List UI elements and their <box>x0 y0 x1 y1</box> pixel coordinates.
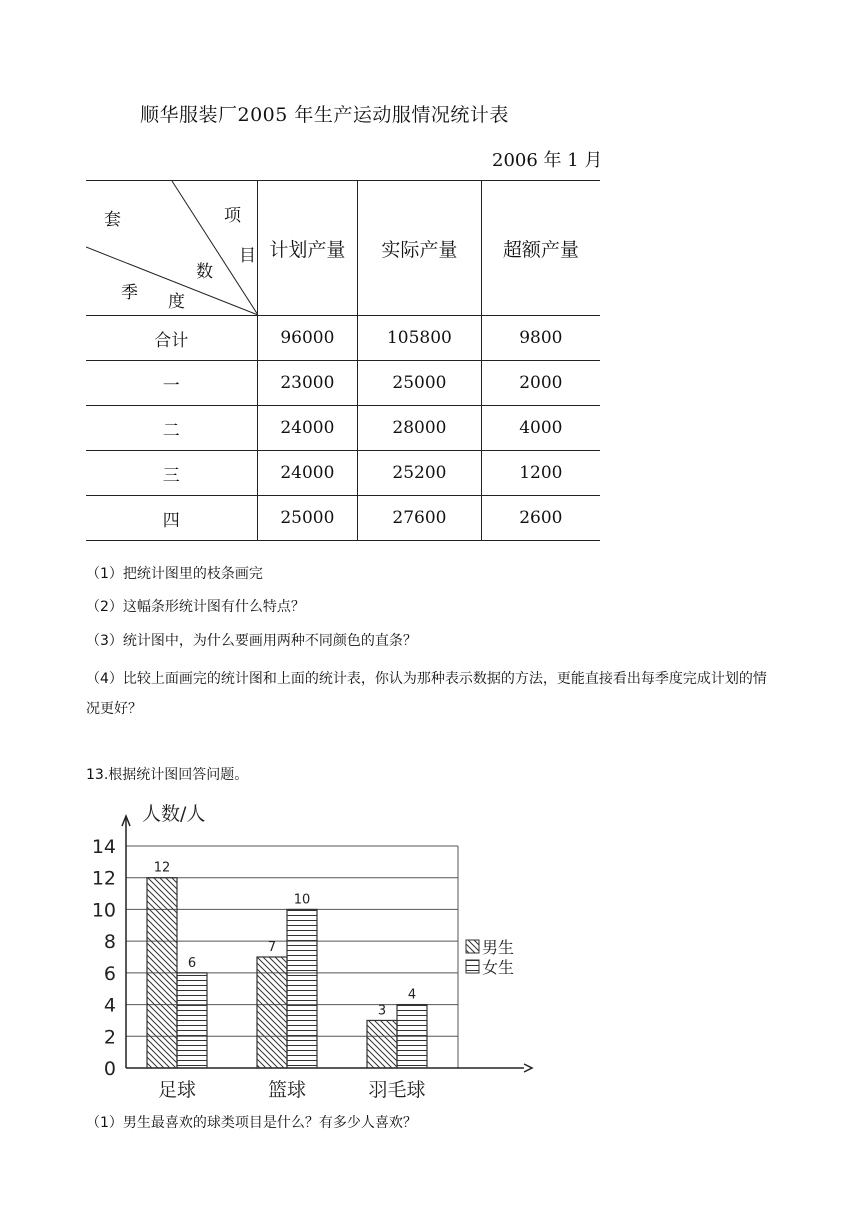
row-label: 二 <box>86 406 257 451</box>
legend-swatch <box>466 940 479 953</box>
header-plan: 计划产量 <box>257 181 358 316</box>
corner-label-tao: 套 <box>104 210 121 230</box>
data-label: 7 <box>267 940 277 955</box>
table-row <box>86 361 600 406</box>
cell-actual: 25000 <box>358 361 481 406</box>
cell-actual: 25200 <box>358 451 481 496</box>
problem-13-title: 13.根据统计图回答问题。 <box>86 767 249 783</box>
y-tick-label: 2 <box>103 1026 116 1049</box>
y-tick-label: 10 <box>91 899 116 922</box>
cell-plan: 24000 <box>257 406 358 451</box>
chart-legend <box>466 938 514 977</box>
header-actual: 实际产量 <box>358 181 481 316</box>
y-tick-label: 4 <box>103 994 116 1017</box>
data-label: 12 <box>153 860 171 876</box>
corner-label-shu: 数 <box>196 262 213 282</box>
bar-boys <box>257 957 287 1068</box>
y-tick-label: 0 <box>103 1058 116 1080</box>
y-tick-label: 12 <box>91 867 116 890</box>
table-row <box>86 316 600 361</box>
table-row <box>86 406 600 451</box>
corner-label-mu: 目 <box>239 246 256 266</box>
x-tick-label: 篮球 <box>267 1079 307 1101</box>
row-label: 合计 <box>86 316 257 361</box>
question-2: （2）这幅条形统计图有什么特点？ <box>86 599 305 615</box>
y-tick-label: 14 <box>91 836 116 858</box>
cell-plan: 25000 <box>257 496 358 541</box>
cell-extra: 9800 <box>481 316 600 361</box>
question-1: （1）把统计图里的枝条画完 <box>86 566 263 582</box>
table-date: 2006 年 1 月 <box>492 150 603 171</box>
cell-actual: 105800 <box>358 316 481 361</box>
corner-cell <box>86 181 257 316</box>
legend-label: 男生 <box>482 938 515 957</box>
cell-extra: 1200 <box>481 451 600 496</box>
bar-girls <box>397 1005 427 1068</box>
data-label: 10 <box>293 892 311 908</box>
legend-swatch <box>466 960 479 973</box>
row-label: 四 <box>86 496 257 541</box>
header-extra: 超额产量 <box>481 181 600 316</box>
x-axis-arrow <box>524 1064 532 1072</box>
corner-label-ji: 季 <box>121 283 138 303</box>
data-label: 3 <box>377 1003 387 1019</box>
cell-plan: 23000 <box>257 361 358 406</box>
question-3: （3）统计图中，为什么要画用两种不同颜色的直条？ <box>86 633 417 649</box>
bar-girls <box>287 909 317 1068</box>
table-row <box>86 451 600 496</box>
x-tick-label: 羽毛球 <box>368 1079 426 1101</box>
cell-actual: 27600 <box>358 496 481 541</box>
corner-label-du: 度 <box>168 292 185 312</box>
table-title: 顺华服装厂2005 年生产运动服情况统计表 <box>140 104 509 126</box>
cell-plan: 96000 <box>257 316 358 361</box>
cell-extra: 4000 <box>481 406 600 451</box>
x-tick-label: 足球 <box>157 1079 197 1101</box>
corner-label-xiang: 项 <box>224 206 241 226</box>
stats-table <box>86 180 600 541</box>
bar-chart <box>86 798 536 1110</box>
cell-extra: 2000 <box>481 361 600 406</box>
bar-boys <box>367 1020 397 1068</box>
cell-actual: 28000 <box>358 406 481 451</box>
y-tick-label: 8 <box>103 931 116 954</box>
cell-extra: 2600 <box>481 496 600 541</box>
data-label: 4 <box>407 987 417 1003</box>
question-4: （4）比较上面画完的统计图和上面的统计表，你认为那种表示数据的方法，更能直接看出每季度完成计划的情况更好？ <box>86 671 767 717</box>
table-header-row <box>86 181 600 316</box>
data-label: 6 <box>187 955 197 971</box>
y-axis-title: 人数/人 <box>142 803 206 825</box>
row-label: 一 <box>86 361 257 406</box>
cell-plan: 24000 <box>257 451 358 496</box>
legend-label: 女生 <box>482 958 515 977</box>
bar-girls <box>177 973 207 1068</box>
table-row <box>86 496 600 541</box>
y-tick-label: 6 <box>103 962 116 985</box>
row-label: 三 <box>86 451 257 496</box>
bar-boys <box>147 878 177 1068</box>
question-13-1: （1）男生最喜欢的球类项目是什么？有多少人喜欢？ <box>86 1115 417 1131</box>
